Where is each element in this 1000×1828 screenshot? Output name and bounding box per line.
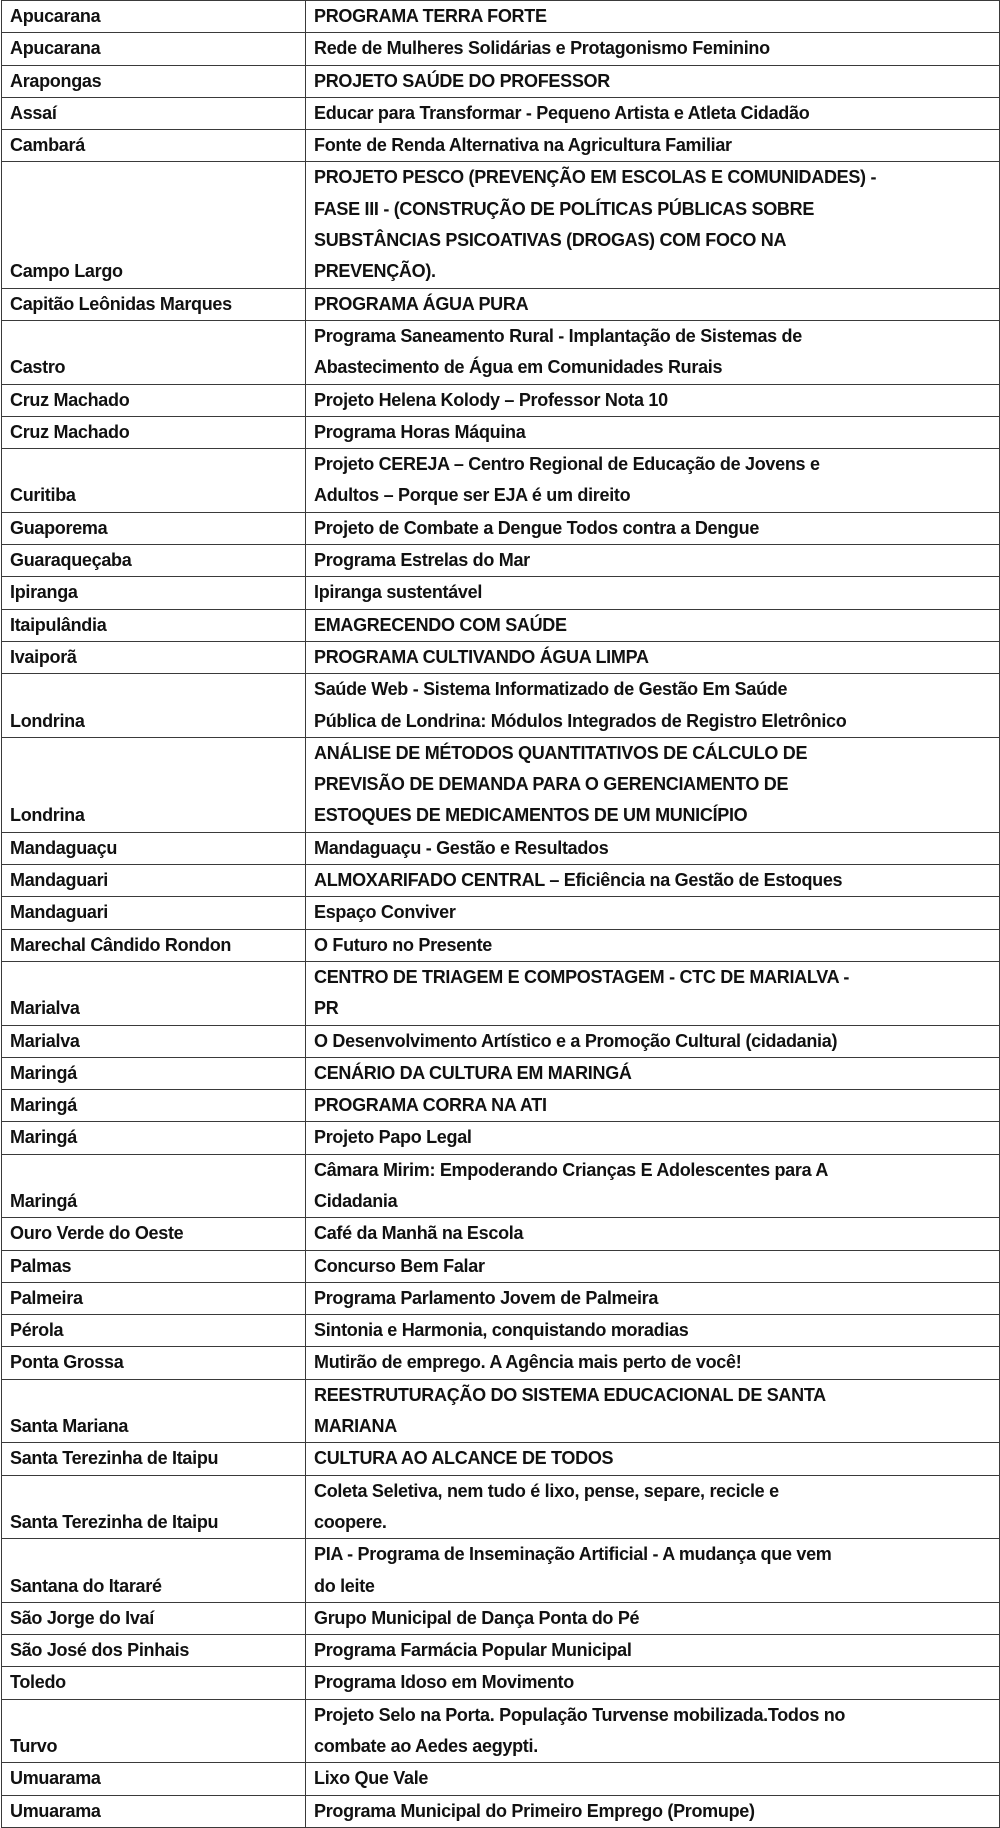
project-name-line: O Futuro no Presente <box>314 934 493 955</box>
project-name-line: Programa Horas Máquina <box>314 421 526 442</box>
project-cell <box>306 320 1000 384</box>
city-name: Ipiranga <box>10 582 78 603</box>
table-row <box>2 1057 1000 1089</box>
project-cell <box>306 897 1000 929</box>
table-row <box>2 384 1000 416</box>
project-cell <box>306 1250 1000 1282</box>
project-name-line: Mandaguaçu - Gestão e Resultados <box>314 837 609 858</box>
project-cell <box>306 1475 1000 1539</box>
table-row <box>2 162 1000 288</box>
table-row <box>2 641 1000 673</box>
city-cell <box>2 674 306 738</box>
project-cell <box>306 65 1000 97</box>
city-name: Castro <box>10 357 66 378</box>
city-name: Ponta Grossa <box>10 1352 124 1373</box>
project-name-line: PROGRAMA TERRA FORTE <box>314 6 547 26</box>
city-name: São José dos Pinhais <box>10 1640 190 1661</box>
project-name-line: coopere. <box>314 1511 387 1532</box>
project-cell <box>306 288 1000 320</box>
table-row <box>2 1602 1000 1634</box>
project-name-line: Projeto de Combate a Dengue Todos contra a Dengue <box>314 517 760 538</box>
city-name: Mandaguari <box>10 902 109 923</box>
project-cell <box>306 1154 1000 1218</box>
city-name: Palmeira <box>10 1287 83 1308</box>
project-name-line: PROJETO SAÚDE DO PROFESSOR <box>314 70 610 91</box>
project-name-line: PROJETO PESCO (PREVENÇÃO EM ESCOLAS E COMUNIDADES) - <box>314 167 877 188</box>
project-cell <box>306 1795 1000 1827</box>
table-row <box>2 832 1000 864</box>
project-name-line: EMAGRECENDO COM SAÚDE <box>314 614 567 635</box>
city-cell <box>2 1667 306 1699</box>
project-name-line: ANÁLISE DE MÉTODOS QUANTITATIVOS DE CÁLCULO DE <box>314 742 808 763</box>
city-cell <box>2 1025 306 1057</box>
city-name: Campo Largo <box>10 261 123 282</box>
city-cell <box>2 641 306 673</box>
project-name-line: Sintonia e Harmonia, conquistando moradias <box>314 1320 689 1341</box>
project-name-line: ALMOXARIFADO CENTRAL – Eficiência na Gestão de Estoques <box>314 870 843 891</box>
city-name: Maringá <box>10 1095 77 1116</box>
city-name: Guaporema <box>10 517 108 538</box>
city-cell <box>2 609 306 641</box>
project-name-line: PROGRAMA CORRA NA ATI <box>314 1095 547 1116</box>
table-row <box>2 449 1000 513</box>
projects-table-body <box>2 1 1000 1828</box>
project-name-line: Coleta Seletiva, nem tudo é lixo, pense, separe, recicle e <box>314 1480 779 1501</box>
table-row <box>2 1 1000 33</box>
project-cell <box>306 737 1000 832</box>
project-cell <box>306 1379 1000 1443</box>
table-row <box>2 65 1000 97</box>
city-cell <box>2 416 306 448</box>
city-name: Marialva <box>10 1030 80 1051</box>
city-name: Mandaguaçu <box>10 837 118 858</box>
city-cell <box>2 832 306 864</box>
project-cell <box>306 865 1000 897</box>
city-cell <box>2 33 306 65</box>
city-cell <box>2 1218 306 1250</box>
city-cell <box>2 545 306 577</box>
city-cell <box>2 737 306 832</box>
city-name: Apucarana <box>10 38 101 59</box>
project-cell <box>306 130 1000 162</box>
project-name-line: MARIANA <box>314 1416 397 1437</box>
city-cell <box>2 1282 306 1314</box>
city-cell <box>2 449 306 513</box>
city-cell <box>2 897 306 929</box>
city-cell <box>2 65 306 97</box>
table-row <box>2 97 1000 129</box>
project-name-line: combate ao Aedes aegypti. <box>314 1736 538 1757</box>
project-name-line: Café da Manhã na Escola <box>314 1223 524 1244</box>
city-name: Mandaguari <box>10 870 109 891</box>
city-cell <box>2 288 306 320</box>
city-cell <box>2 1602 306 1634</box>
project-cell <box>306 609 1000 641</box>
city-name: Cruz Machado <box>10 421 130 442</box>
city-name: Santana do Itararé <box>10 1575 162 1596</box>
city-cell <box>2 1154 306 1218</box>
table-row <box>2 609 1000 641</box>
city-name: Assaí <box>10 102 57 123</box>
city-name: Maringá <box>10 1190 77 1211</box>
project-name-line: Fonte de Renda Alternativa na Agricultura Familiar <box>314 135 732 156</box>
project-cell <box>306 162 1000 288</box>
project-name-line: Projeto Papo Legal <box>314 1127 472 1148</box>
table-row <box>2 130 1000 162</box>
city-name: Ivaiporã <box>10 646 77 667</box>
city-cell <box>2 1250 306 1282</box>
project-cell <box>306 416 1000 448</box>
project-cell <box>306 1763 1000 1795</box>
city-name: Londrina <box>10 710 85 731</box>
city-name: Marechal Cândido Rondon <box>10 934 232 955</box>
city-name: Marialva <box>10 998 80 1019</box>
project-name-line: ESTOQUES DE MEDICAMENTOS DE UM MUNICÍPIO <box>314 805 748 826</box>
project-cell <box>306 97 1000 129</box>
city-cell <box>2 1795 306 1827</box>
city-cell <box>2 1 306 33</box>
project-name-line: do leite <box>314 1575 375 1596</box>
project-name-line: Abastecimento de Água em Comunidades Rurais <box>314 357 723 378</box>
project-name-line: REESTRUTURAÇÃO DO SISTEMA EDUCACIONAL DE SANTA <box>314 1384 826 1405</box>
table-row <box>2 1635 1000 1667</box>
project-cell <box>306 1699 1000 1763</box>
project-cell <box>306 1090 1000 1122</box>
project-cell <box>306 1602 1000 1634</box>
city-cell <box>2 320 306 384</box>
city-cell <box>2 1315 306 1347</box>
project-cell <box>306 929 1000 961</box>
table-row <box>2 674 1000 738</box>
project-name-line: Programa Municipal do Primeiro Emprego (Promupe) <box>314 1800 755 1821</box>
table-row <box>2 1443 1000 1475</box>
city-name: Cambará <box>10 135 85 156</box>
city-name: Guaraqueçaba <box>10 550 132 571</box>
table-row <box>2 1379 1000 1443</box>
table-row <box>2 1539 1000 1603</box>
project-name-line: PIA - Programa de Inseminação Artificial - A mudança que vem <box>314 1544 832 1565</box>
city-cell <box>2 929 306 961</box>
city-cell <box>2 1379 306 1443</box>
project-cell <box>306 577 1000 609</box>
table-row <box>2 512 1000 544</box>
project-cell <box>306 1315 1000 1347</box>
project-name-line: Programa Estrelas do Mar <box>314 550 530 571</box>
city-cell <box>2 384 306 416</box>
project-name-line: SUBSTÂNCIAS PSICOATIVAS (DROGAS) COM FOCO NA <box>314 230 787 251</box>
project-name-line: Projeto Selo na Porta. População Turvense mobilizada.Todos no <box>314 1704 846 1725</box>
project-name-line: Programa Idoso em Movimento <box>314 1672 574 1693</box>
table-row <box>2 577 1000 609</box>
city-name: Santa Mariana <box>10 1416 129 1437</box>
project-name-line: Saúde Web - Sistema Informatizado de Gestão Em Saúde <box>314 679 788 700</box>
city-name: São Jorge do Ivaí <box>10 1607 154 1628</box>
project-name-line: Adultos – Porque ser EJA é um direito <box>314 485 631 506</box>
project-cell <box>306 33 1000 65</box>
project-cell <box>306 384 1000 416</box>
project-name-line: Espaço Conviver <box>314 902 456 923</box>
project-name-line: Cidadania <box>314 1190 398 1211</box>
project-cell <box>306 1057 1000 1089</box>
table-row <box>2 1218 1000 1250</box>
project-name-line: Concurso Bem Falar <box>314 1255 485 1276</box>
city-cell <box>2 961 306 1025</box>
table-row <box>2 416 1000 448</box>
project-cell <box>306 449 1000 513</box>
project-cell <box>306 832 1000 864</box>
city-name: Santa Terezinha de Itaipu <box>10 1511 219 1532</box>
project-cell <box>306 1218 1000 1250</box>
city-cell <box>2 1090 306 1122</box>
city-name: Maringá <box>10 1062 77 1083</box>
table-row <box>2 1282 1000 1314</box>
city-cell <box>2 1057 306 1089</box>
city-name: Capitão Leônidas Marques <box>10 293 232 314</box>
city-cell <box>2 1539 306 1603</box>
table-row <box>2 1025 1000 1057</box>
project-cell <box>306 641 1000 673</box>
project-cell <box>306 1347 1000 1379</box>
table-row <box>2 1795 1000 1827</box>
project-name-line: Programa Saneamento Rural - Implantação de Sistemas de <box>314 325 802 346</box>
table-row <box>2 1763 1000 1795</box>
project-name-line: PR <box>314 998 339 1019</box>
project-cell <box>306 1539 1000 1603</box>
city-name: Apucarana <box>10 6 101 26</box>
project-name-line: CULTURA AO ALCANCE DE TODOS <box>314 1448 614 1469</box>
city-name: Curitiba <box>10 485 76 506</box>
table-row <box>2 961 1000 1025</box>
city-name: Santa Terezinha de Itaipu <box>10 1448 219 1469</box>
city-cell <box>2 97 306 129</box>
city-cell <box>2 1635 306 1667</box>
city-cell <box>2 162 306 288</box>
city-name: Maringá <box>10 1127 77 1148</box>
project-cell <box>306 1667 1000 1699</box>
table-row <box>2 1667 1000 1699</box>
project-name-line: Mutirão de emprego. A Agência mais perto de você! <box>314 1352 742 1373</box>
project-name-line: Pública de Londrina: Módulos Integrados de Registro Eletrônico <box>314 710 847 731</box>
project-name-line: FASE III - (CONSTRUÇÃO DE POLÍTICAS PÚBLICAS SOBRE <box>314 198 815 219</box>
table-row <box>2 737 1000 832</box>
city-cell <box>2 1347 306 1379</box>
city-cell <box>2 512 306 544</box>
table-row <box>2 1347 1000 1379</box>
table-row <box>2 897 1000 929</box>
city-name: Ouro Verde do Oeste <box>10 1223 184 1244</box>
city-cell <box>2 1763 306 1795</box>
table-row <box>2 288 1000 320</box>
table-row <box>2 320 1000 384</box>
table-row <box>2 1699 1000 1763</box>
project-name-line: Educar para Transformar - Pequeno Artista e Atleta Cidadão <box>314 102 810 123</box>
project-name-line: PREVENÇÃO). <box>314 261 436 282</box>
project-name-line: Câmara Mirim: Empoderando Crianças E Adolescentes para A <box>314 1159 829 1180</box>
project-cell <box>306 1025 1000 1057</box>
city-name: Palmas <box>10 1255 72 1276</box>
project-name-line: O Desenvolvimento Artístico e a Promoção Cultural (cidadania) <box>314 1030 838 1051</box>
project-name-line: Programa Farmácia Popular Municipal <box>314 1640 632 1661</box>
table-row <box>2 545 1000 577</box>
table-row <box>2 929 1000 961</box>
city-name: Umuarama <box>10 1768 101 1789</box>
project-name-line: Programa Parlamento Jovem de Palmeira <box>314 1287 659 1308</box>
project-name-line: CENÁRIO DA CULTURA EM MARINGÁ <box>314 1062 632 1083</box>
project-name-line: PROGRAMA ÁGUA PURA <box>314 293 529 314</box>
city-name: Arapongas <box>10 70 102 91</box>
project-name-line: Ipiranga sustentável <box>314 582 483 603</box>
project-cell <box>306 961 1000 1025</box>
table-row <box>2 1315 1000 1347</box>
project-name-line: Lixo Que Vale <box>314 1768 429 1789</box>
project-cell <box>306 1 1000 33</box>
project-cell <box>306 1282 1000 1314</box>
city-name: Itaipulândia <box>10 614 107 635</box>
table-row <box>2 1475 1000 1539</box>
project-cell <box>306 545 1000 577</box>
table-row <box>2 1090 1000 1122</box>
city-cell <box>2 1443 306 1475</box>
city-cell <box>2 1475 306 1539</box>
city-cell <box>2 130 306 162</box>
project-cell <box>306 512 1000 544</box>
city-name: Londrina <box>10 805 85 826</box>
table-row <box>2 1122 1000 1154</box>
table-row <box>2 865 1000 897</box>
table-row <box>2 1250 1000 1282</box>
project-name-line: Rede de Mulheres Solidárias e Protagonismo Feminino <box>314 38 770 59</box>
project-name-line: PREVISÃO DE DEMANDA PARA O GERENCIAMENTO DE <box>314 774 789 795</box>
city-name: Cruz Machado <box>10 389 130 410</box>
city-cell <box>2 1122 306 1154</box>
project-cell <box>306 1635 1000 1667</box>
project-name-line: Projeto Helena Kolody – Professor Nota 10 <box>314 389 668 410</box>
city-name: Toledo <box>10 1672 66 1693</box>
project-cell <box>306 1443 1000 1475</box>
city-name: Umuarama <box>10 1800 101 1821</box>
project-name-line: PROGRAMA CULTIVANDO ÁGUA LIMPA <box>314 646 649 667</box>
city-cell <box>2 577 306 609</box>
city-cell <box>2 865 306 897</box>
project-name-line: CENTRO DE TRIAGEM E COMPOSTAGEM - CTC DE MARIALVA - <box>314 966 850 987</box>
project-name-line: Grupo Municipal de Dança Ponta do Pé <box>314 1607 640 1628</box>
table-row <box>2 1154 1000 1218</box>
table-row <box>2 33 1000 65</box>
project-cell <box>306 1122 1000 1154</box>
project-cell <box>306 674 1000 738</box>
projects-table <box>1 0 1000 1828</box>
city-name: Turvo <box>10 1736 58 1757</box>
city-cell <box>2 1699 306 1763</box>
city-name: Pérola <box>10 1320 64 1341</box>
project-name-line: Projeto CEREJA – Centro Regional de Educação de Jovens e <box>314 454 820 475</box>
